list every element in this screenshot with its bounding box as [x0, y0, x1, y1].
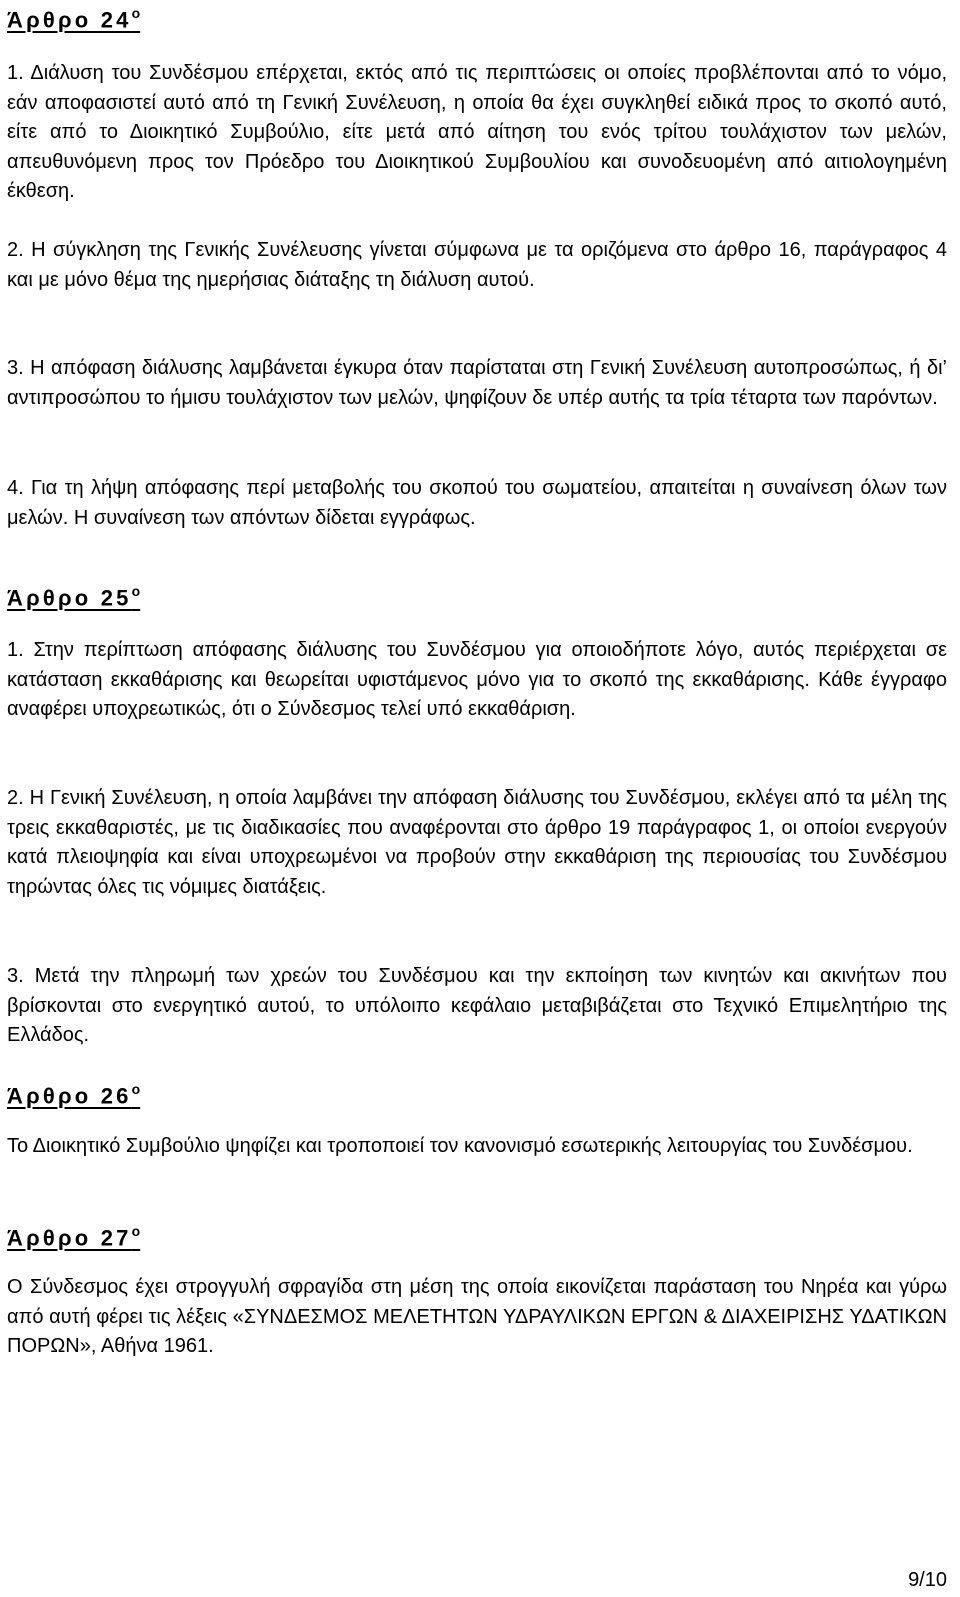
- article-heading: [7, 0, 140, 34]
- heading-text: Άρθρο 27: [7, 1225, 132, 1251]
- paragraph: Το Διοικητικό Συμβούλιο ψηφίζει και τροποποιεί τον κανονισμό εσωτερικής λειτουργίας του Συνδέσμου.: [7, 1135, 913, 1157]
- heading-text: Άρθρο 25: [7, 585, 132, 611]
- paragraph: 1. Διάλυση του Συνδέσμου επέρχεται, εκτός από τις περιπτώσεις οι οποίες προβλέπονται από το νόμο, εάν αποφασιστεί αυτό από τη Γενική Συνέλευση, η οποία θα έχει συγκληθεί ειδικά προς το σκοπό αυτό, είτε από το Διοικητικό Συμβούλιο, είτε μετά από αίτηση του ενός τρίτου τουλάχιστον των μελών, απευθυνόμενη προς τον Πρόεδρο του Διοικητικού Συμβουλίου και συνοδευομένη από αιτιολογημένη έκθεση.: [7, 62, 947, 202]
- article-heading: [7, 1218, 140, 1252]
- paragraph: Ο Σύνδεσμος έχει στρογγυλή σφραγίδα στη μέση της οποία εικονίζεται παράσταση του Νηρέα και γύρω από αυτή φέρει τις λέξεις «ΣΥΝΔΕΣΜΟΣ ΜΕΛΕΤΗΤΩΝ ΥΔΡΑΥΛΙΚΩΝ ΕΡΓΩΝ & ΔΙΑΧΕΙΡΙΣΗΣ ΥΔΑΤΙΚΩΝ ΠΟΡΩΝ», Αθήνα 1961.: [7, 1276, 947, 1357]
- heading-ordinal: ο: [131, 583, 141, 599]
- paragraph: 2. Η Γενική Συνέλευση, η οποία λαμβάνει την απόφαση διάλυσης του Συνδέσμου, εκλέγει από τα μέλη της τρεις εκκαθαριστές, με τις διαδικασίες που αναφέρονται στο άρθρο 19 παράγραφος 1, οι οποίοι ενεργούν κατά πλειοψηφία και είναι υποχρεωμένοι να προβούν στην εκκαθάριση της περιουσίας του Συνδέσμου τηρώντας όλες τις νόμιμες διατάξεις.: [7, 787, 947, 898]
- paragraph: 2. Η σύγκληση της Γενικής Συνέλευσης γίνεται σύμφωνα με τα οριζόμενα στο άρθρο 16, παράγραφος 4 και με μόνο θέμα της ημερήσιας διάταξης τη διάλυση αυτού.: [7, 239, 947, 291]
- heading-ordinal: ο: [131, 1081, 141, 1097]
- article-heading: [7, 578, 140, 612]
- heading-text: Άρθρο 24: [7, 7, 132, 33]
- article-heading: [7, 1076, 140, 1110]
- paragraph: 3. Η απόφαση διάλυσης λαμβάνεται έγκυρα όταν παρίσταται στη Γενική Συνέλευση αυτοπροσώπως, ή δι’ αντιπροσώπου το ήμισυ τουλάχιστον των μελών, ψηφίζουν δε υπέρ αυτής τα τρία τέταρτα των παρόντων.: [7, 357, 947, 409]
- heading-text: Άρθρο 26: [7, 1083, 132, 1109]
- paragraph: 1. Στην περίπτωση απόφασης διάλυσης του Συνδέσμου για οποιοδήποτε λόγο, αυτός περιέρχεται σε κατάσταση εκκαθάρισης και θεωρείται υφιστάμενος μόνο για το σκοπό της εκκαθάρισης. Κάθε έγγραφο αναφέρει υποχρεωτικώς, ότι ο Σύνδεσμος τελεί υπό εκκαθάριση.: [7, 639, 947, 720]
- paragraph: 3. Μετά την πληρωμή των χρεών του Συνδέσμου και την εκποίηση των κινητών και ακινήτων που βρίσκονται στο ενεργητικό αυτού, το υπόλοιπο κεφάλαιο μεταβιβάζεται στο Τεχνικό Επιμελητήριο της Ελλάδος.: [7, 965, 947, 1046]
- page-number: 9/10: [908, 1569, 947, 1591]
- paragraph: 4. Για τη λήψη απόφασης περί μεταβολής του σκοπού του σωματείου, απαιτείται η συναίνεση όλων των μελών. Η συναίνεση των απόντων δίδεται εγγράφως.: [7, 477, 947, 529]
- heading-ordinal: ο: [131, 5, 141, 21]
- heading-ordinal: ο: [131, 1223, 141, 1239]
